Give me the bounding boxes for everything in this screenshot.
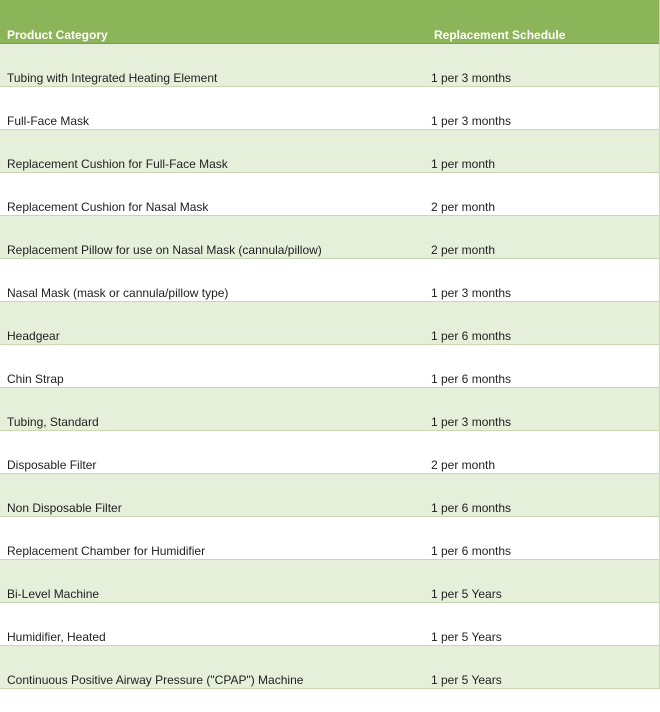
table-row (0, 603, 659, 646)
row-category: Humidifier, Heated (7, 630, 106, 644)
header-replacement-schedule: Replacement Schedule (434, 28, 566, 42)
row-schedule: 2 per month (431, 458, 496, 472)
header-product-category: Product Category (7, 28, 108, 42)
row-category: Chin Strap (7, 372, 64, 386)
row-category: Replacement Pillow for use on Nasal Mask (cannula/pillow) (7, 243, 322, 257)
row-category: Continuous Positive Airway Pressure ("CPAP") Machine (7, 673, 304, 687)
row-schedule: 1 per month (431, 157, 496, 171)
row-category: Nasal Mask (mask or cannula/pillow type) (7, 286, 229, 300)
row-category: Replacement Cushion for Nasal Mask (7, 200, 209, 214)
row-category: Replacement Chamber for Humidifier (7, 544, 206, 558)
table-row (0, 474, 659, 517)
row-schedule: 1 per 3 months (431, 71, 512, 85)
row-schedule: 1 per 6 months (431, 544, 512, 558)
table-row (0, 388, 659, 431)
row-category: Full-Face Mask (7, 114, 90, 128)
row-category: Bi-Level Machine (7, 587, 100, 601)
row-schedule: 1 per 3 months (431, 286, 512, 300)
row-category: Tubing with Integrated Heating Element (7, 71, 218, 85)
row-schedule: 2 per month (431, 200, 496, 214)
table-row (0, 517, 659, 560)
row-category: Replacement Cushion for Full-Face Mask (7, 157, 228, 171)
row-schedule: 1 per 3 months (431, 415, 512, 429)
table-row (0, 216, 659, 259)
row-category: Non Disposable Filter (7, 501, 122, 515)
table-row (0, 173, 659, 216)
row-schedule: 1 per 3 months (431, 114, 512, 128)
table-row (0, 259, 659, 302)
table-row (0, 560, 659, 603)
row-category: Headgear (7, 329, 60, 343)
table-row (0, 130, 659, 173)
row-schedule: 1 per 5 Years (431, 630, 502, 644)
row-schedule: 1 per 5 Years (431, 587, 502, 601)
row-category: Tubing, Standard (7, 415, 99, 429)
row-schedule: 1 per 6 months (431, 329, 512, 343)
row-category: Disposable Filter (7, 458, 97, 472)
row-schedule: 1 per 5 Years (431, 673, 502, 687)
row-schedule: 2 per month (431, 243, 496, 257)
table-row (0, 646, 659, 689)
table-row (0, 302, 659, 345)
table-row (0, 345, 659, 388)
table-row (0, 431, 659, 474)
table-header (0, 0, 659, 44)
table-row (0, 44, 659, 87)
row-schedule: 1 per 6 months (431, 501, 512, 515)
table-row (0, 87, 659, 130)
row-schedule: 1 per 6 months (431, 372, 512, 386)
